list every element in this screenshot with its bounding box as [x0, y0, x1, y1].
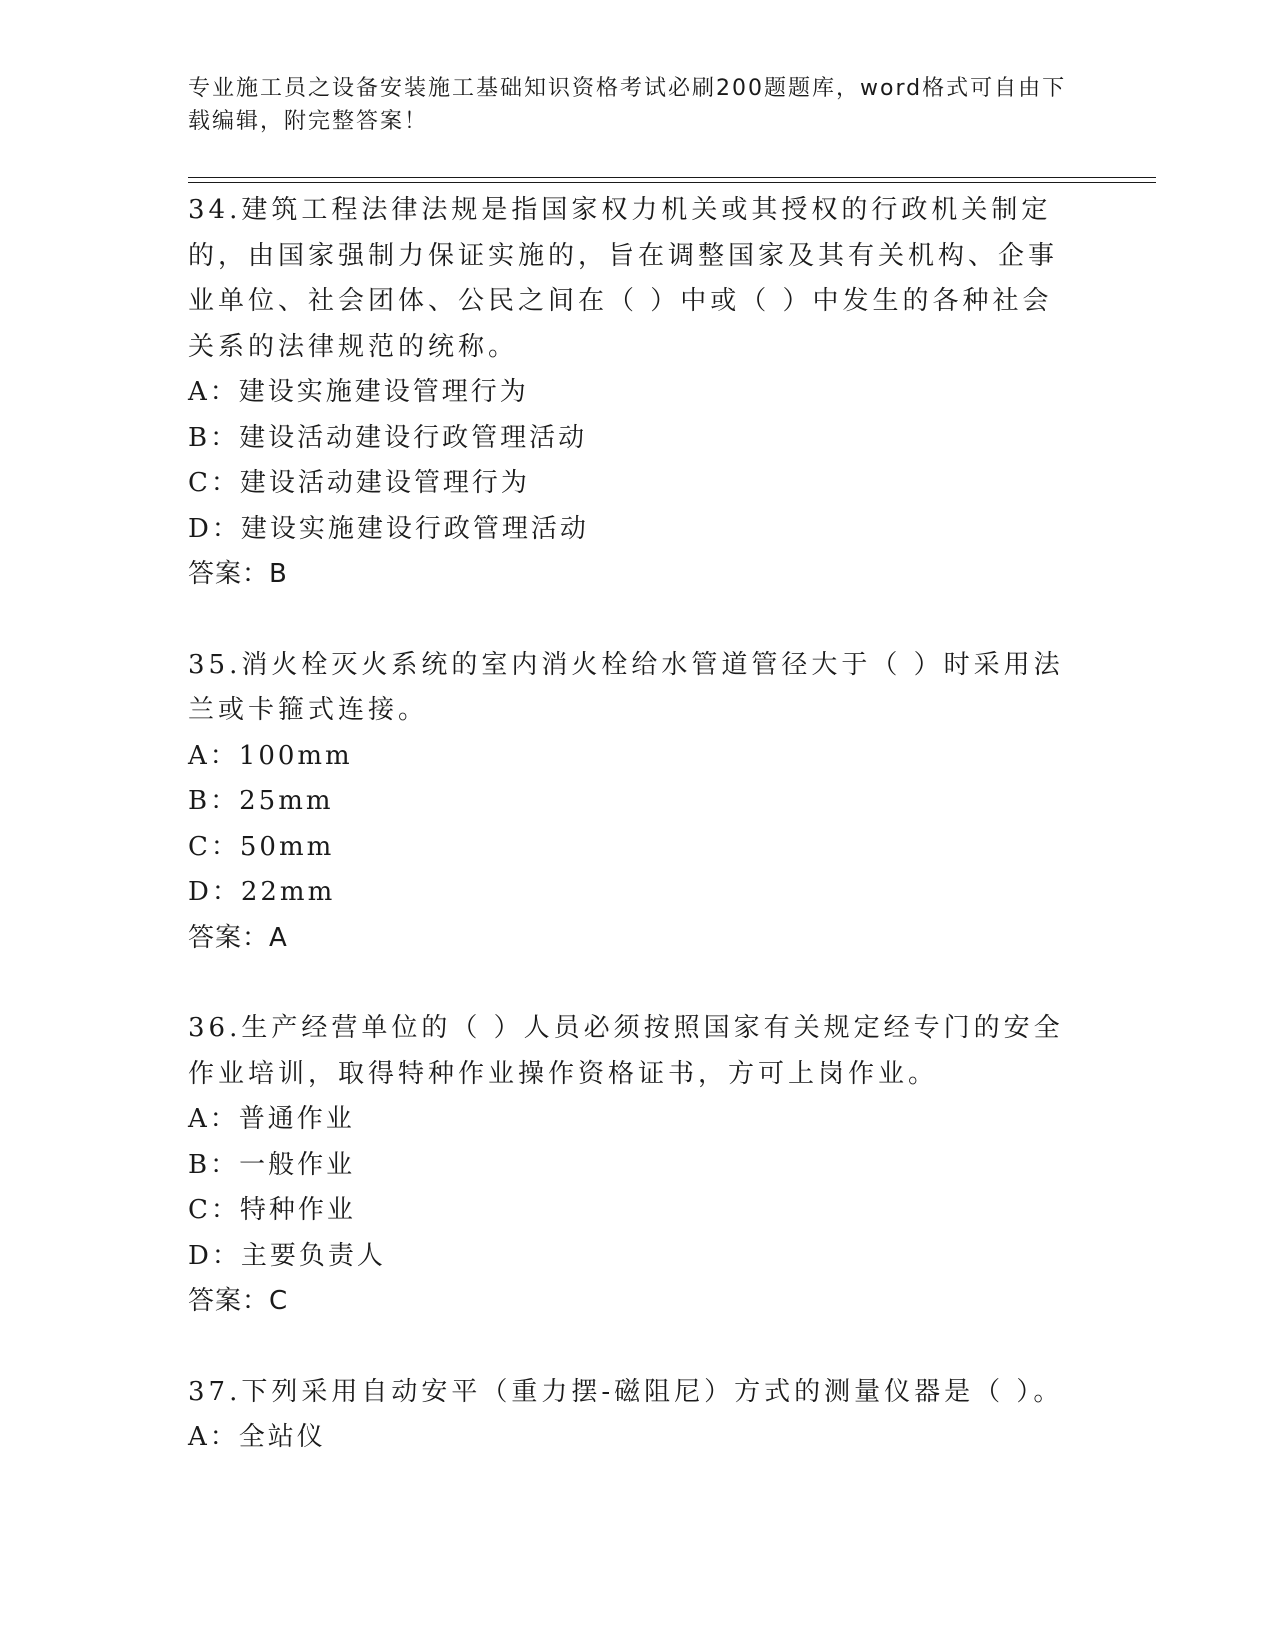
question-stem: 35.消火栓灭火系统的室内消火栓给水管道管径大于（ ）时采用法兰或卡箍式连接。: [188, 649, 1064, 725]
document-header: 专业施工员之设备安装施工基础知识资格考试必刷200题题库，word格式可自由下载编辑，附完整答案！: [188, 76, 1067, 134]
option-c: C：50mm: [188, 831, 335, 862]
answer-line: 答案：B: [188, 559, 288, 589]
option-a: A：建设实施建设管理行为: [188, 377, 529, 407]
question-37: [188, 1370, 1068, 1461]
option-d: D：建设实施建设行政管理活动: [188, 513, 589, 544]
option-a: A：100mm: [188, 740, 353, 771]
option-d: D：主要负责人: [188, 1240, 386, 1271]
question-stem: 36.生产经营单位的（ ）人员必须按照国家有关规定经专门的安全作业培训，取得特种作业操作资格证书，方可上岗作业。: [188, 1013, 1064, 1089]
question-36: [188, 1006, 1068, 1325]
question-list: [188, 188, 1068, 1506]
option-a: A：普通作业: [188, 1104, 355, 1134]
option-b: B：建设活动建设行政管理活动: [188, 422, 588, 453]
question-34: [188, 188, 1068, 598]
answer-line: 答案：C: [188, 1286, 289, 1316]
header-divider-top: [188, 177, 1156, 178]
question-stem: 34.建筑工程法律法规是指国家权力机关或其授权的行政机关制定的，由国家强制力保证实施的，旨在调整国家及其有关机构、企事业单位、社会团体、公民之间在（ ）中或（ ）中发生的各种社会关系的法律规范的统称。: [188, 195, 1059, 362]
header-divider-bottom: [188, 182, 1156, 183]
answer-line: 答案：A: [188, 922, 288, 953]
question-35: [188, 643, 1068, 962]
option-c: C：特种作业: [188, 1195, 356, 1225]
option-b: B：一般作业: [188, 1149, 356, 1180]
question-stem: 37.下列采用自动安平（重力摆-磁阻尼）方式的测量仪器是（ ）。: [188, 1376, 1064, 1407]
option-b: B：25mm: [188, 786, 334, 816]
option-a: A：全站仪: [188, 1422, 326, 1452]
option-d: D：22mm: [188, 877, 336, 907]
option-c: C：建设活动建设管理行为: [188, 468, 530, 498]
